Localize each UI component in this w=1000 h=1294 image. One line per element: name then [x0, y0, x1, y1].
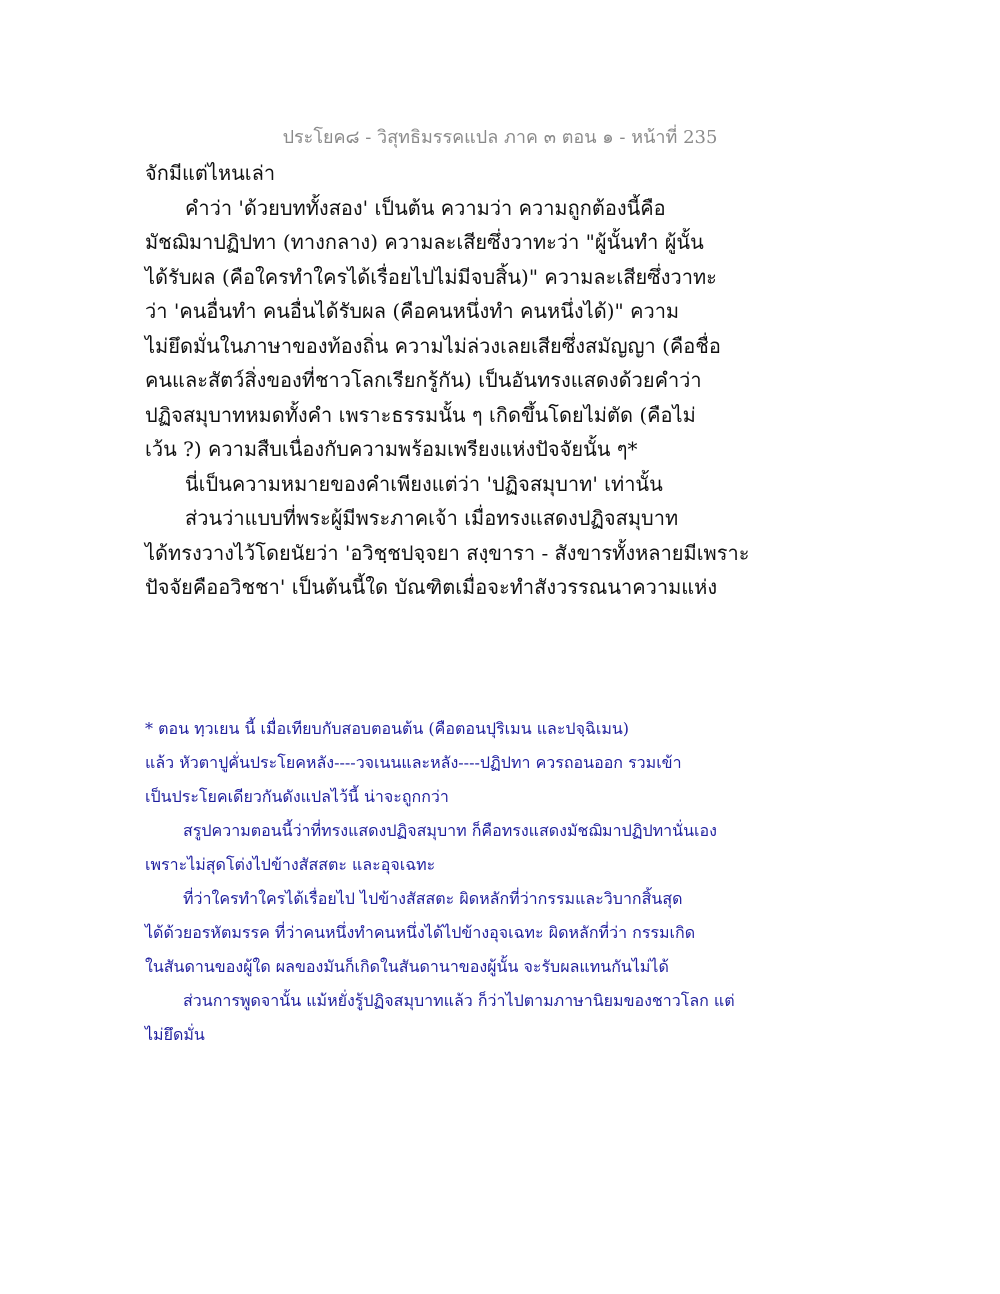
body-line: ปฏิจสมุบาทหมดทั้งคำ เพราะธรรมนั้น ๆ เกิดขึ้นโดยไม่ตัด (คือไม่ [145, 402, 696, 427]
body-line: ว่า 'คนอื่นทำ คนอื่นได้รับผล (คือคนหนึ่งทำ คนหนึ่งได้)" ความ [145, 299, 680, 323]
body-line: นี่เป็นความหมายของคำเพียงแต่ว่า 'ปฏิจสมุบาท' เท่านั้น [185, 471, 663, 496]
footnote-line: ส่วนการพูดจานั้น แม้หยั่งรู้ปฏิจสมุบาทแล้ว ก็ว่าไปตามภาษานิยมของชาวโลก แต่ [183, 991, 735, 1010]
footnote-line: * ตอน ทฺวเยน นี้ เมื่อเทียบกับสอบตอนต้น (คือตอนปุริเมน และปจฺฉิเมน) [145, 719, 630, 738]
footnote-line: ในสันดานของผู้ใด ผลของมันก็เกิดในสันดานาของผู้นั้น จะรับผลแทนกันไม่ได้ [145, 957, 669, 976]
footnote-line: เป็นประโยคเดียวกันดังแปลไว้นี้ น่าจะถูกกว่า [145, 787, 449, 806]
body-line: ได้ทรงวางไว้โดยนัยว่า 'อวิชฺชปจฺจยา สงฺขารา - สังขารทั้งหลายมีเพราะ [145, 540, 750, 565]
main-text [145, 156, 750, 605]
body-line: ได้รับผล (คือใครทำใครได้เรื่อยไปไม่มีจบสิ้น)" ความละเสียซึ่งวาทะ [145, 264, 717, 289]
footnote-line: ที่ว่าใครทำใครได้เรื่อยไป ไปข้างสัสสตะ ผิดหลักที่ว่ากรรมและวิบากสิ้นสุด [183, 889, 683, 908]
page-header: ประโยค๘ - วิสุทธิมรรคแปล ภาค ๓ ตอน ๑ - หน้าที่ 235 [282, 127, 718, 148]
footnote-line: แล้ว หัวตาปูคั่นประโยคหลัง----วจเนนและหลัง----ปฏิปทา ควรถอนออก รวมเข้า [145, 753, 682, 772]
body-line: มัชฌิมาปฏิปทา (ทางกลาง) ความละเสียซึ่งวาทะว่า "ผู้นั้นทำ ผู้นั้น [145, 230, 704, 254]
body-line: ปัจจัยคืออวิชชา' เป็นต้นนี้ใด บัณฑิตเมื่อจะทำสังวรรณนาความแห่ง [145, 575, 718, 599]
body-line: ไม่ยึดมั่นในภาษาของท้องถิ่น ความไม่ล่วงเลยเสียซึ่งสมัญญา (คือชื่อ [145, 333, 721, 358]
footnote-line: ได้ด้วยอรหัตมรรค ที่ว่าคนหนึ่งทำคนหนึ่งได้ไปข้างอุจเฉทะ ผิดหลักที่ว่า กรรมเกิด [145, 923, 696, 942]
body-line: จักมีแต่ไหนเล่า [145, 161, 276, 185]
footnote [145, 712, 785, 1052]
body-line: คำว่า 'ด้วยบททั้งสอง' เป็นต้น ความว่า ความถูกต้องนี้คือ [185, 195, 666, 220]
footnote-line: สรูปความตอนนี้ว่าที่ทรงแสดงปฏิจสมุบาท ก็คือทรงแสดงมัชฌิมาปฏิปทานั่นเอง [183, 821, 717, 840]
footnote-line: เพราะไม่สุดโต่งไปข้างสัสสตะ และอุจเฉทะ [145, 855, 436, 874]
body-line: ส่วนว่าแบบที่พระผู้มีพระภาคเจ้า เมื่อทรงแสดงปฏิจสมุบาท [185, 506, 679, 530]
body-line: คนและสัตว์สิ่งของที่ชาวโลกเรียกรู้กัน) เป็นอันทรงแสดงด้วยคำว่า [145, 368, 702, 392]
footnote-line: ไม่ยึดมั่น [145, 1025, 205, 1044]
body-line: เว้น ?) ความสืบเนื่องกับความพร้อมเพรียงแห่งปัจจัยนั้น ๆ* [145, 437, 638, 461]
